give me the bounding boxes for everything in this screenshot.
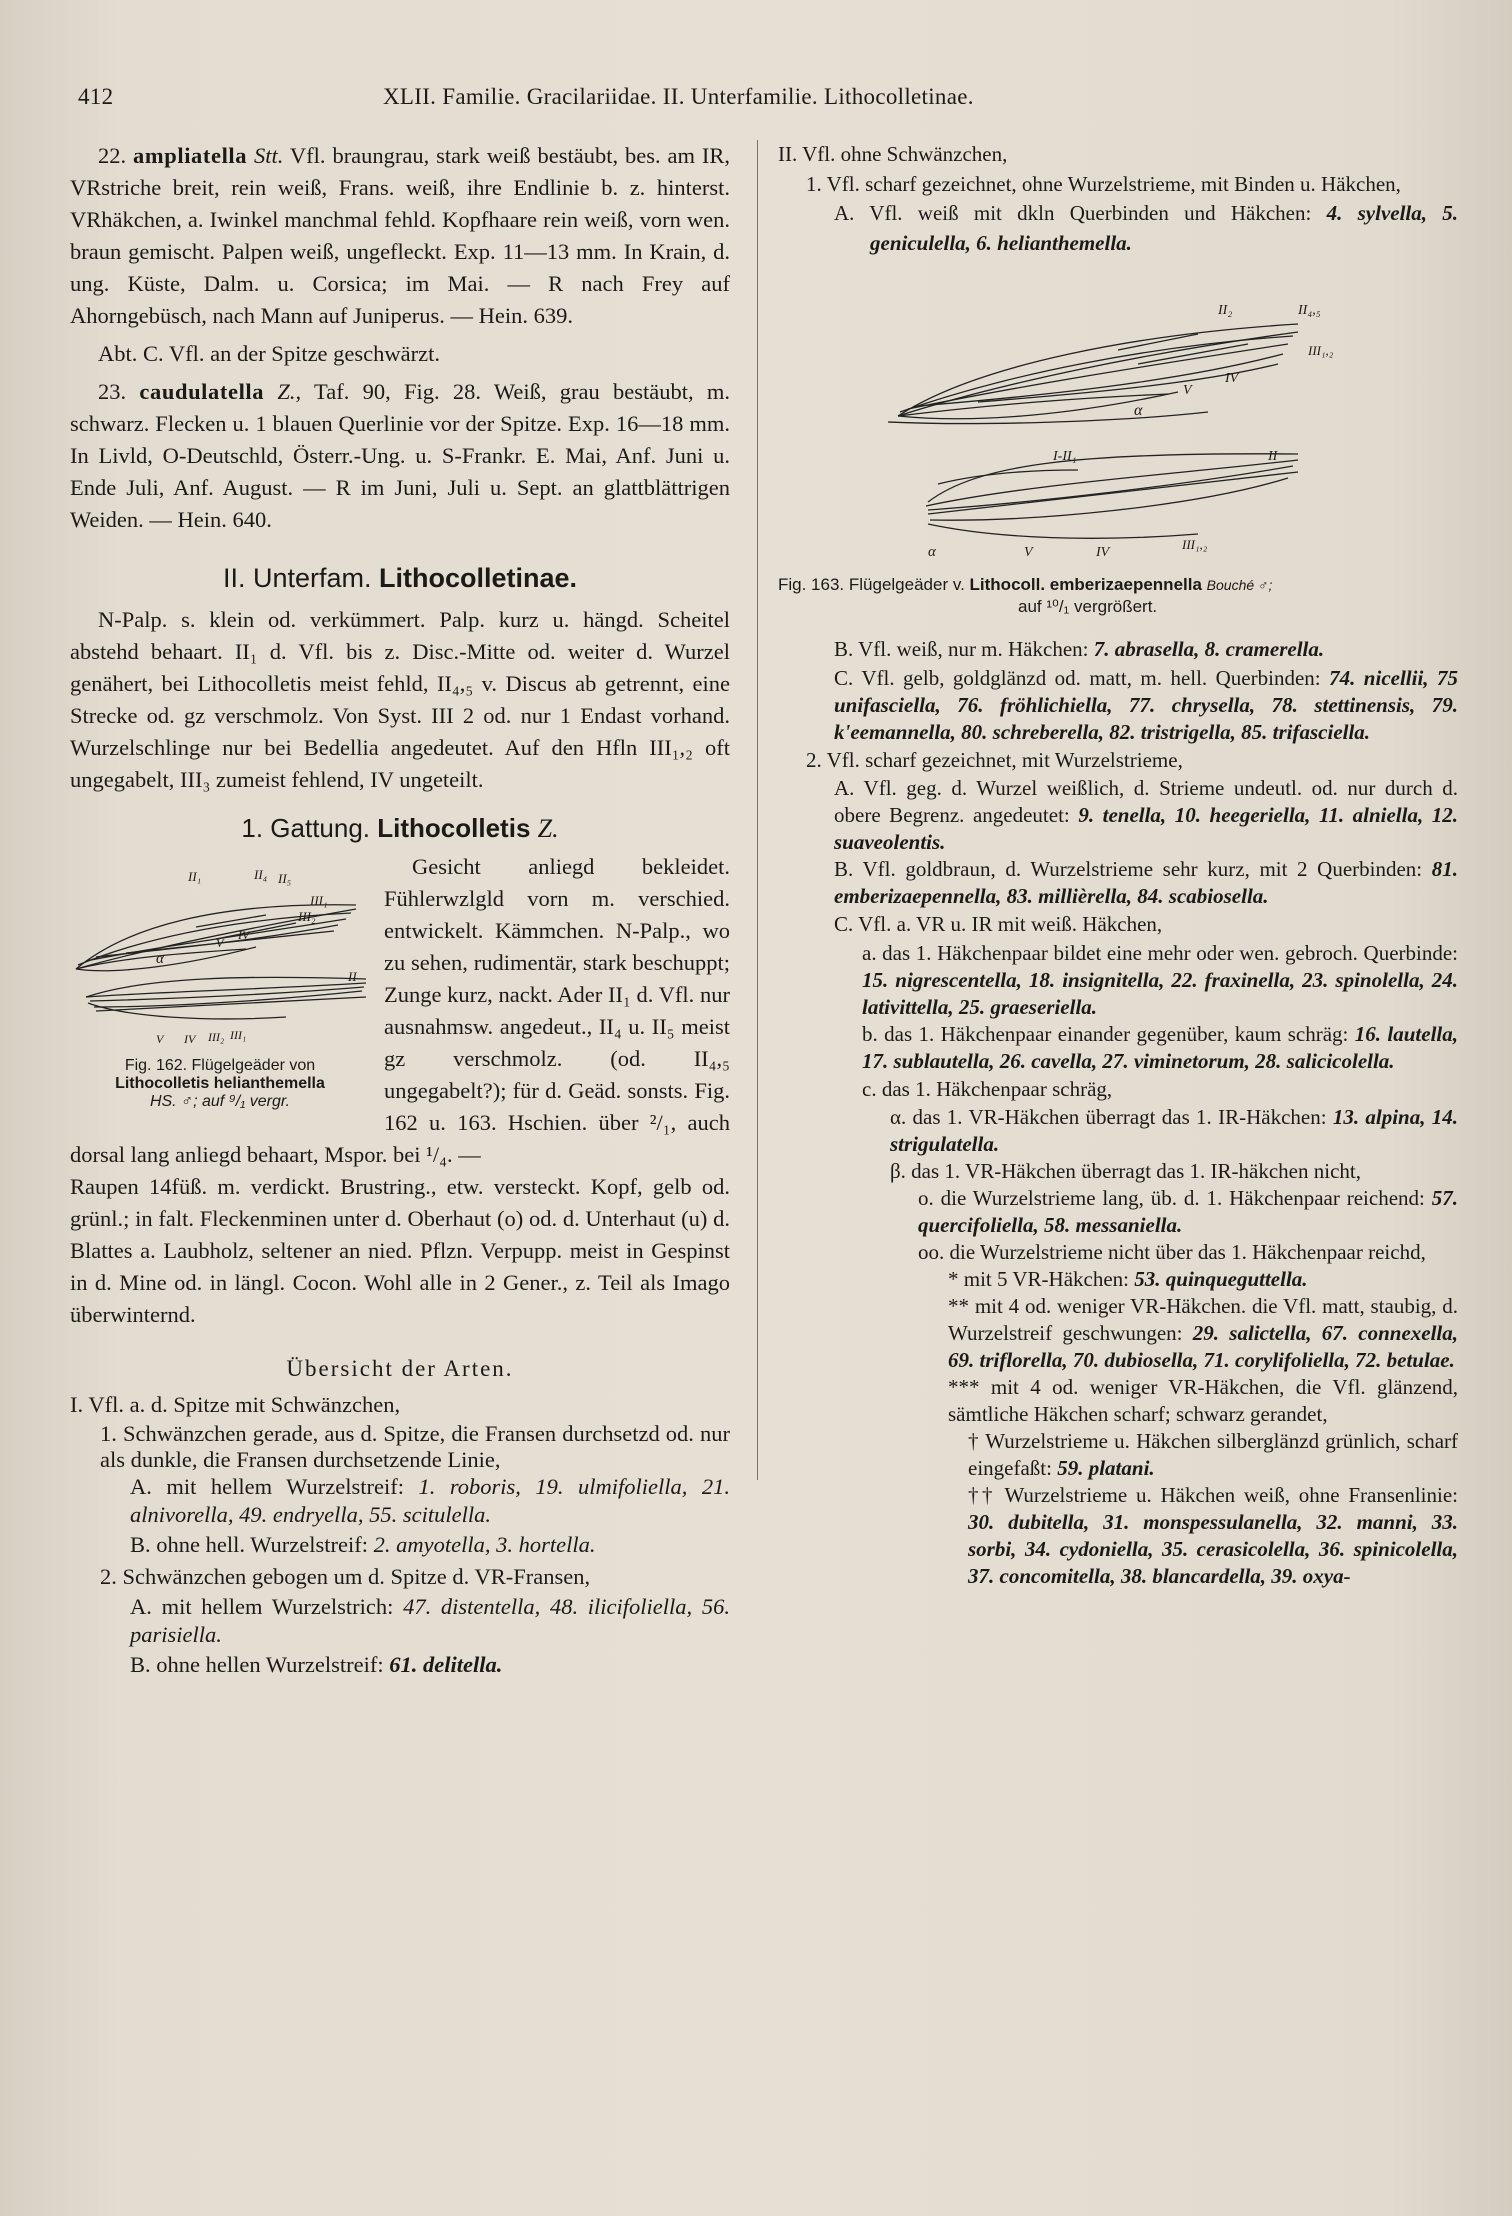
vein-label: II₁ [188,869,202,884]
caption-line: Lithocolletis helianthemella [115,1075,325,1092]
key-species: 47. distentella, 48. ilicifoliella, 56. parisiella. [130,1594,730,1647]
subfamily-prefix: II. Unterfam. [222,563,372,593]
section-abt-c: Abt. C. Vfl. an der Spitze geschwärzt. [98,341,440,366]
species-number: 22. [98,143,127,168]
key-lead: * mit 5 VR-Häkchen: [948,1267,1130,1291]
key-item [890,1104,1458,1158]
key-species: 2. amyotella, 3. hortella. [373,1532,596,1557]
vein-label: II₅ [278,871,292,886]
vein-label: II [348,969,357,984]
species-author: Stt. [254,143,284,168]
key-species: 16. lautella, 17. sublautella, 26. cavella, 27. viminetorum, 28. salicicolella. [862,1021,1459,1073]
key-item [834,665,1458,746]
key-species: 1. roboris, 19. ulmifoliella, 21. alnivorella, 49. endryella, 55. scitulella. [130,1474,730,1527]
figure-162-caption [66,1057,374,1111]
species-name: caudulatella [139,379,265,404]
key-item: c. das 1. Häkchenpaar schräg, [862,1076,1113,1101]
key-item [948,1293,1458,1374]
key-lead: B. ohne hell. Wurzelstreif: [130,1532,368,1557]
key-species: 30. dubitella, 31. monspessulanella, 32. manni, 33. sorbi, 34. cydoniella, 35. cerasicolella, 36. spinicolella, 37. concomitella, 38. blancardella, 39. oxya- [968,1510,1458,1588]
key-lead: A. Vfl. geg. d. Wurzel weißlich, d. Strieme undeutl. od. nur durch d. obere Begrenz. angedeutet: [834,776,1458,827]
key-item [834,199,1458,258]
key-item [834,635,1458,665]
vein-label: IV [184,1032,196,1046]
species-description: Taf. 90, Fig. 28. Weiß, grau bestäubt, m. schwarz. Flecken u. 1 blauen Querlinie vor der Spitze. Exp. 16—18 mm. In Livld, O-Deutschld, Österr.-Ung. u. S-Frankr. E. Mai, Anf. Juni u. Ende Juli, Anf. August. — R im Juni, Juli u. Sept. an glattblättrigen Weiden. — Hein. 640. [70,379,731,532]
subfamily-name: Lithocolletinae. [379,563,578,593]
key-item: oo. die Wurzelstrieme nicht über das 1. Häkchenpaar reichd, [918,1240,1426,1264]
page-number: 412 [78,84,114,109]
right-column [778,140,1458,1590]
key-lead: † Wurzelstrieme u. Häkchen silberglänzd grünlich, scharf eingefaßt: [968,1429,1458,1480]
key-lead: a. das 1. Häkchenpaar bildet eine mehr oder wen. gebroch. Querbinde: [862,940,1458,965]
key-species: 61. delitella. [389,1652,503,1677]
key-lead: A. mit hellem Wurzelstrich: [130,1594,394,1619]
key-lead: A. mit hellem Wurzelstreif: [130,1474,404,1499]
vein-label: α [928,544,936,560]
caption-line: auf ¹⁰/₁ vergrößert. [1018,597,1158,616]
key-item: I. Vfl. a. d. Spitze mit Schwänzchen, [70,1392,401,1417]
species-author: Z., [277,379,302,404]
vein-label: V [1024,545,1033,560]
key-lead: B. Vfl. weiß, nur m. Häkchen: [834,637,1089,661]
key-species: 53. quinqueguttella. [1134,1267,1308,1291]
vein-label: IV [1225,371,1239,386]
genus-description: Gesicht anliegd bekleidet. Fühlerwzlgld vorn m. verschied. entwickelt. Kämmchen. N-Palp., wo zu sehen, rudimentär, stark beschuppt; Zunge kurz, nackt. Ader II₁ d. Vfl. nur ausnahmsw. angedeut., II₄ u. II₅ meist gz verschmolz. (od. II₄,₅ ungegabelt?); für d. Geäd. sonsts. Fig. 162 u. 163. Hschien. über ²/₁, auch dorsal lang anliegd behaart, Mspor. bei ¹/₄. — [70,854,730,1167]
key-species: 7. abrasella, 8. cramerella. [1093,637,1325,661]
species-name: ampliatella [133,143,248,168]
key-item [918,1185,1458,1239]
subfamily-heading [70,562,730,594]
key-species: 9. tenella, 10. heegeriella, 11. alniella, 12. suaveolentis. [834,803,1459,854]
key-lead: B. Vfl. goldbraun, d. Wurzelstrieme sehr kurz, mit 2 Querbinden: [834,857,1423,881]
key-item [834,856,1458,910]
key-item [130,1649,730,1681]
vein-label: II [1268,449,1278,464]
figure-162 [66,857,374,1121]
key-item [968,1482,1458,1590]
key-item [948,1266,1458,1293]
key-species: 74. nicellii, 75 unifasciella, 76. fröhlichiella, 77. chrysella, 78. stettinensis, 79. k'eemannella, 80. schreberella, 82. tristrigella, 85. trifasciella. [834,665,1459,744]
left-column [70,140,730,1681]
caption-line: Fig. 163. Flügelgeäder v. [778,575,965,594]
vein-label: III₁ [310,893,328,908]
key-species: 13. alpina, 14. strigulatella. [890,1105,1458,1156]
key-species: 59. platani. [1057,1456,1155,1480]
vein-label: α [1134,402,1143,419]
key-item [130,1473,730,1529]
key-item: 2. Schwänzchen gebogen um d. Spitze d. VR-Fransen, [100,1564,591,1589]
subfamily-description: N-Palp. s. klein od. verkümmert. Palp. kurz u. hängd. Scheitel abstehd behaart. II₁ d. Vfl. bis z. Disc.-Mitte od. weiter d. Wurzel genähert, bei Lithocolletis meist fehld, II₄,₅ v. Discus ab getrennt, eine Strecke od. gz verschmolz. Von Syst. III 2 od. nur 1 Endast vorhand. Wurzelschlinge nur bei Bedellia angedeutet. Auf den Hfln III₁,₂ oft ungegabelt, III₃ zumeist fehlend, IV ungeteilt. [70,607,730,792]
key-item [834,775,1458,856]
key-heading: Übersicht der Arten. [286,1356,514,1381]
key-lead: †† Wurzelstrieme u. Häkchen weiß, ohne Fransenlinie: [968,1483,1458,1507]
genus-author: Z. [537,814,559,843]
running-header [78,84,1432,124]
caption-line: Fig. 162. Flügelgeäder von [124,1057,316,1074]
species-entry-22 [70,140,730,332]
vein-label: III₁ [230,1028,247,1042]
vein-label: IV [238,928,250,942]
key-lead: ** mit 4 od. weniger VR-Häkchen. die Vfl. matt, staubig, d. Wurzelstreif geschwungen: [948,1294,1458,1345]
key-lead: C. Vfl. gelb, goldglänzd od. matt, m. hell. Querbinden: [834,665,1321,690]
species-number: 23. [98,379,127,404]
vein-label: V [1183,383,1192,398]
vein-label: III₂ [208,1030,225,1044]
vein-label: I-II₁ [1053,449,1077,464]
vein-label: α [156,951,164,967]
key-species: 57. quercifoliella, 58. messaniella. [918,1186,1459,1237]
key-species: 15. nigrescentella, 18. insignitella, 22. fraxinella, 23. spinolella, 24. lativittella, 25. graeseriella. [862,967,1458,1019]
figure-163 [778,274,1458,629]
key-item: 2. Vfl. scharf gezeichnet, mit Wurzelstrieme, [806,747,1183,772]
genus-prefix: 1. Gattung. [241,813,371,843]
key-lead: o. die Wurzelstrieme lang, üb. d. 1. Häkchenpaar reichend: [918,1186,1425,1210]
key-lead: A. Vfl. weiß mit dkln Querbinden und Häkchen: [834,201,1312,225]
key-lead: B. ohne hellen Wurzelstreif: [130,1652,384,1677]
vein-label: II₄,₅ [1298,303,1321,318]
vein-label: IV [1096,545,1110,560]
vein-label: III₁,₂ [1182,537,1208,552]
species-entry-23 [70,376,730,536]
key-item: C. Vfl. a. VR u. IR mit weiß. Häkchen, [834,912,1163,936]
key-species: 81. emberizaepennella, 83. millièrella, 84. scabiosella. [834,857,1458,908]
key-item: II. Vfl. ohne Schwänzchen, [778,142,1008,166]
key-item: *** mit 4 od. weniger VR-Häkchen, die Vfl. glänzend, sämtliche Häkchen scharf; schwarz gerandet, [948,1375,1458,1426]
vein-label: II₂ [1218,303,1233,318]
larva-description: Raupen 14füß. m. verdickt. Brustring., etw. versteckt. Kopf, gelb od. grünl.; in falt. Fleckenminen unter d. Oberhaut (o) od. d. Unterhaut (u) d. Blattes a. Laubholz, seltener an nied. Pflzn. Verpupp. meist in Gespinst in d. Mine od. in längl. Cocon. Wohl alle in 2 Gener., z. Teil als Imago überwinternd. [70,1174,730,1327]
vein-label: III₁,₂ [1308,343,1334,358]
key-lead: b. das 1. Häkchenpaar einander gegenüber, kaum schräg: [862,1021,1349,1046]
key-item [130,1529,730,1561]
key-species: 29. salictella, 67. connexella, 69. triflorella, 70. dubiosella, 71. corylifoliella, 72. betulae. [948,1321,1459,1372]
vein-label: V [216,936,224,950]
genus-heading [70,812,730,845]
key-item: β. das 1. VR-Häkchen überragt das 1. IR-häkchen nicht, [890,1159,1361,1183]
caption-line: Bouché ♂; [1206,577,1273,593]
key-species: 4. sylvella, 5. geniculella, 6. helianthemella. [870,201,1459,255]
genus-name: Lithocolletis [377,813,531,843]
vein-label: III₂ [298,909,316,924]
key-lead: α. das 1. VR-Häkchen überragt das 1. IR-Häkchen: [890,1105,1327,1129]
species-description: Vfl. braungrau, stark weiß bestäubt, bes. am IR, VRstriche breit, rein weiß, Frans. weiß, ihre Endlinie b. z. hinterst. VRhäkchen, a. Iwinkel manchmal fehld. Kopfhaare rein weiß, vorn wen. braun gemischt. Palpen weiß, ungefleckt. Exp. 11—13 mm. In Krain, d. ung. Küste, Dalm. u. Corsica; im Mai. — R nach Frey auf Ahorngebüsch, nach Mann auf Juniperus. — Hein. 639. [70,143,731,328]
key-item [968,1428,1458,1482]
key-item: 1. Vfl. scharf gezeichnet, ohne Wurzelstrieme, mit Binden u. Häkchen, [806,171,1401,196]
key-item [130,1593,730,1649]
key-item: 1. Schwänzchen gerade, aus d. Spitze, die Fransen durchsetzd od. nur als dunkle, die Fransen durchsetzende Linie, [100,1421,730,1472]
key-item [862,940,1458,1021]
key-item [862,1021,1458,1075]
vein-label: II₄ [254,867,268,882]
caption-line: Lithocoll. emberizaepennella [969,575,1202,594]
caption-line: HS. ♂; auf ⁹/₁ vergr. [149,1093,291,1110]
column-divider [757,140,758,1480]
running-title: XLII. Familie. Gracilariidae. II. Unterfamilie. Lithocolletinae. [383,84,974,109]
figure-163-caption [778,574,1458,618]
vein-label: V [156,1032,164,1046]
